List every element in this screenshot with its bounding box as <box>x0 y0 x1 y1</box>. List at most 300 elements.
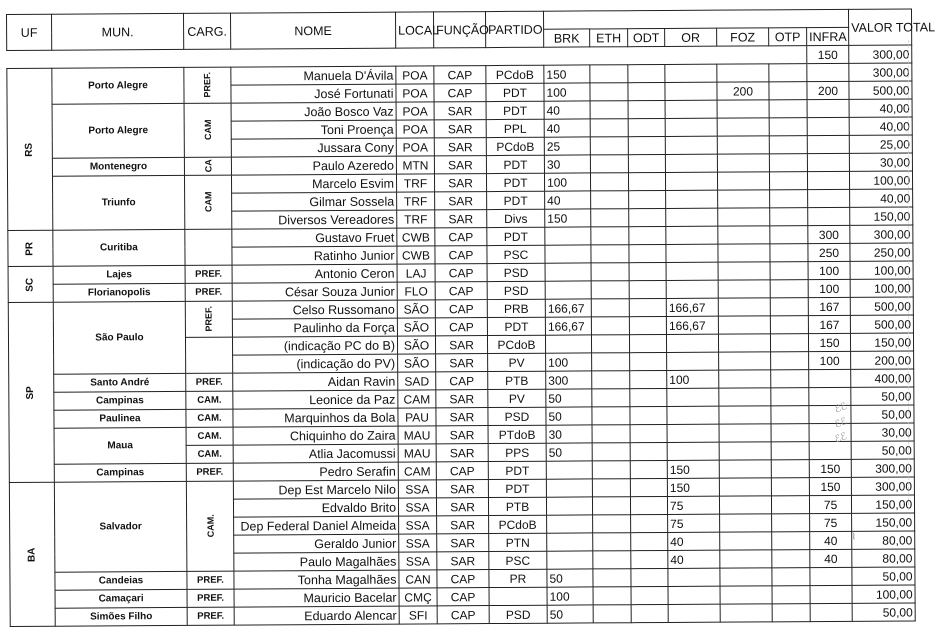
cell-funcao: SAR <box>436 480 488 498</box>
cell-infra <box>808 189 850 207</box>
cell-valor: 80,00 <box>852 549 915 567</box>
cell-foz <box>719 424 771 442</box>
cell-odt <box>629 334 666 352</box>
cell-otp <box>770 280 808 298</box>
cell-brk <box>545 281 591 299</box>
cell-foz <box>719 406 771 424</box>
cell-brk: 50 <box>546 443 592 461</box>
cell-brk: 100 <box>546 353 592 371</box>
cell-nome: (indicação do PV) <box>233 354 398 373</box>
cell-or: 150 <box>667 478 719 496</box>
cell-partido <box>489 587 547 605</box>
state-cell <box>8 266 53 302</box>
cell-brk <box>545 263 591 281</box>
cell-nome: (indicação PC do B) <box>232 336 397 355</box>
cell-odt <box>631 568 668 586</box>
cell-funcao: CAP <box>435 300 487 318</box>
cell-eth <box>593 551 631 569</box>
cell-otp <box>771 388 809 406</box>
cell-valor: 50,00 <box>851 405 914 423</box>
cell-brk <box>545 227 591 245</box>
cell-nome: Pedro Serafin <box>233 462 398 481</box>
header-partido: PARTIDO <box>485 11 543 47</box>
cell-foz <box>718 316 770 334</box>
cell-partido: PR <box>489 569 547 587</box>
cell-or <box>668 604 720 622</box>
cell-nome: Eduardo Alencar <box>234 606 399 625</box>
cell-partido: PV <box>488 353 546 371</box>
cell-otp <box>770 334 808 352</box>
top-infra: 150 <box>807 45 849 63</box>
cell-local: CAM <box>398 390 436 408</box>
cell-infra <box>807 117 849 135</box>
header-uf: UF <box>7 14 52 50</box>
cell-funcao: CAP <box>436 462 488 480</box>
cell-local: POA <box>396 102 434 120</box>
cell-brk <box>545 245 591 263</box>
municipality-cell: Paulinea <box>54 409 186 428</box>
cell-local: POA <box>396 84 434 102</box>
cell-otp <box>769 136 807 154</box>
state-label: SC <box>24 277 36 292</box>
cell-infra: 250 <box>808 243 850 261</box>
position-cell: PREF. <box>187 607 234 625</box>
cell-valor: 200,00 <box>851 351 914 369</box>
cell-nome: Paulo Azeredo <box>231 156 396 175</box>
cell-partido: PTN <box>489 533 547 551</box>
cell-foz <box>719 442 771 460</box>
cell-partido: PTdoB <box>488 425 546 443</box>
cell-eth <box>592 425 630 443</box>
cell-funcao: SAR <box>436 498 488 516</box>
cell-brk: 30 <box>546 425 592 443</box>
cell-infra <box>809 369 851 387</box>
cell-otp <box>769 100 807 118</box>
cell-brk: 50 <box>546 407 592 425</box>
cell-valor: 30,00 <box>851 423 914 441</box>
position-cell <box>184 157 231 175</box>
cell-local: POA <box>396 138 434 156</box>
cell-partido: PDT <box>487 317 545 335</box>
cell-brk: 150 <box>544 65 590 83</box>
header-eth: ETH <box>590 29 628 47</box>
cell-eth <box>591 227 629 245</box>
cell-foz <box>719 388 771 406</box>
cell-otp <box>771 478 809 496</box>
cell-brk: 40 <box>544 119 590 137</box>
cell-valor: 100,00 <box>850 279 913 297</box>
cell-funcao: SAR <box>435 192 487 210</box>
cell-local: MTN <box>396 156 434 174</box>
contributions-table <box>6 8 936 627</box>
initials-mark: ℰℰ <box>833 401 849 416</box>
cell-funcao: CAP <box>435 228 487 246</box>
cell-foz <box>720 514 772 532</box>
cell-valor: 30,00 <box>849 153 912 171</box>
cell-odt <box>630 496 667 514</box>
cell-local: FLO <box>397 282 435 300</box>
cell-funcao: CAP <box>437 588 489 606</box>
cell-foz <box>720 568 772 586</box>
cell-nome: Tonha Magalhães <box>234 570 399 589</box>
cell-local: SSA <box>399 516 437 534</box>
cell-funcao: SAR <box>434 156 486 174</box>
cell-odt <box>628 136 665 154</box>
cell-partido: PCdoB <box>489 515 547 533</box>
cell-local: TRF <box>396 174 434 192</box>
cell-infra: 300 <box>808 225 850 243</box>
cell-otp <box>770 262 808 280</box>
cell-nome: Toni Proença <box>231 120 396 139</box>
cell-nome: Atlia Jacomussi <box>233 444 398 463</box>
cell-or <box>666 208 718 226</box>
state-label: RS <box>23 142 35 157</box>
cell-partido: PDT <box>486 83 544 101</box>
cell-infra: 100 <box>809 351 851 369</box>
document-scan <box>6 8 936 623</box>
cell-funcao: SAR <box>434 174 486 192</box>
cell-nome: José Fortunati <box>231 84 396 103</box>
cell-partido: PPS <box>488 443 546 461</box>
cell-partido: PSD <box>487 263 545 281</box>
header-mun: MUN. <box>52 13 184 50</box>
cell-partido: PDT <box>488 479 546 497</box>
cell-otp <box>771 460 809 478</box>
header-local: LOCAL <box>395 12 433 48</box>
cell-valor: 50,00 <box>852 603 915 621</box>
cell-infra <box>807 135 849 153</box>
cell-or: 75 <box>667 496 719 514</box>
cell-infra: 167 <box>808 315 850 333</box>
cell-otp <box>770 244 808 262</box>
cell-foz <box>718 226 770 244</box>
cell-brk <box>547 533 593 551</box>
position-label: CAM <box>202 119 213 141</box>
cell-foz <box>717 172 769 190</box>
cell-brk: 300 <box>546 371 592 389</box>
initials-mark: ℰℰ <box>833 416 849 431</box>
cell-foz <box>718 280 770 298</box>
cell-or <box>665 64 717 82</box>
cell-local: TRF <box>397 192 435 210</box>
cell-valor: 150,00 <box>852 495 915 513</box>
cell-foz <box>719 496 771 514</box>
cell-funcao: SAR <box>435 210 487 228</box>
position-cell: PREF. <box>185 265 232 283</box>
cell-nome: Antonio Ceron <box>232 264 397 283</box>
position-cell: PREF. <box>186 373 233 391</box>
cell-eth <box>593 587 631 605</box>
cell-infra <box>808 207 850 225</box>
position-cell: CAM. <box>186 445 233 463</box>
cell-odt <box>629 208 666 226</box>
cell-eth <box>593 515 631 533</box>
state-label: BA <box>26 547 38 562</box>
cell-local: LAJ <box>397 264 435 282</box>
cell-local: SAD <box>398 372 436 390</box>
cell-odt <box>630 352 667 370</box>
cell-odt <box>630 442 667 460</box>
cell-valor: 100,00 <box>852 585 915 603</box>
municipality-cell: Curitiba <box>53 229 185 266</box>
cell-funcao: SAR <box>437 534 489 552</box>
cell-valor: 100,00 <box>850 171 913 189</box>
cell-or: 75 <box>668 514 720 532</box>
cell-valor: 400,00 <box>851 369 914 387</box>
cell-eth <box>592 497 630 515</box>
municipality-cell: Florianopolis <box>53 283 185 302</box>
cell-foz <box>718 244 770 262</box>
cell-brk: 30 <box>544 155 590 173</box>
cell-infra <box>807 171 849 189</box>
cell-valor: 300,00 <box>851 477 914 495</box>
cell-infra: 200 <box>807 81 849 99</box>
position-cell <box>186 481 234 571</box>
cell-or: 40 <box>668 532 720 550</box>
cell-local: SSA <box>399 552 437 570</box>
cell-partido: PSD <box>488 407 546 425</box>
cell-partido: PTB <box>488 497 546 515</box>
cell-nome: Marcelo Esvim <box>231 174 396 193</box>
cell-valor: 50,00 <box>852 567 915 585</box>
cell-partido: PSC <box>487 245 545 263</box>
cell-funcao: SAR <box>437 552 489 570</box>
cell-odt <box>629 244 666 262</box>
cell-eth <box>593 605 631 623</box>
cell-brk <box>547 515 593 533</box>
cell-or <box>666 244 718 262</box>
cell-local: POA <box>396 120 434 138</box>
cell-funcao: CAP <box>436 372 488 390</box>
cell-brk: 100 <box>544 173 590 191</box>
municipality-cell: Campinas <box>54 463 186 482</box>
cell-or <box>665 118 717 136</box>
header-or: OR <box>665 28 717 46</box>
cell-brk: 50 <box>547 569 593 587</box>
pen-mark: ~ <box>845 530 863 542</box>
cell-foz <box>718 298 770 316</box>
cell-partido: PTB <box>488 371 546 389</box>
position-cell: PREF. <box>187 571 234 589</box>
cell-local: CMÇ <box>399 588 437 606</box>
cell-nome: Paulo Magalhães <box>234 552 399 571</box>
cell-infra: 150 <box>808 333 850 351</box>
cell-nome: Mauricio Bacelar <box>234 588 399 607</box>
municipality-cell: Salvador <box>54 481 187 572</box>
cell-infra <box>810 567 852 585</box>
cell-eth <box>591 281 629 299</box>
cell-or <box>667 352 719 370</box>
cell-valor: 40,00 <box>850 189 913 207</box>
cell-otp <box>770 190 808 208</box>
cell-partido: PDT <box>486 101 544 119</box>
cell-odt <box>629 190 666 208</box>
cell-brk: 150 <box>545 209 591 227</box>
state-cell <box>8 230 53 266</box>
header-brk: BRK <box>544 29 590 47</box>
cell-partido: PSD <box>487 281 545 299</box>
cell-valor: 500,00 <box>850 315 913 333</box>
cell-otp <box>770 316 808 334</box>
position-label: CA <box>202 159 213 173</box>
cell-otp <box>772 586 810 604</box>
position-cell <box>185 337 232 373</box>
municipality-cell: Camaçari <box>55 589 187 608</box>
municipality-cell: Porto Alegre <box>52 67 184 104</box>
cell-valor: 40,00 <box>849 117 912 135</box>
cell-foz <box>720 586 772 604</box>
cell-otp <box>769 154 807 172</box>
position-cell: CAM. <box>186 391 233 409</box>
header-foz: FOZ <box>717 28 769 46</box>
header-blank <box>543 9 848 29</box>
position-cell <box>184 67 231 103</box>
cell-odt <box>631 586 668 604</box>
cell-nome: César Souza Junior <box>232 282 397 301</box>
cell-foz <box>719 460 771 478</box>
header-carg: CARG. <box>183 13 230 49</box>
cell-infra: 40 <box>810 531 852 549</box>
state-label: PR <box>24 241 36 256</box>
cell-brk: 25 <box>544 137 590 155</box>
cell-or: 150 <box>667 460 719 478</box>
cell-partido: PDT <box>487 227 545 245</box>
position-cell: PREF. <box>186 463 233 481</box>
cell-eth <box>592 389 630 407</box>
cell-or <box>666 262 718 280</box>
cell-infra: 100 <box>808 279 850 297</box>
cell-or <box>667 424 719 442</box>
cell-local: TRF <box>397 210 435 228</box>
cell-local: SÃO <box>397 300 435 318</box>
cell-or <box>666 190 718 208</box>
cell-infra <box>810 603 852 621</box>
cell-local: MAU <box>398 426 436 444</box>
cell-foz <box>720 550 772 568</box>
cell-infra <box>807 99 849 117</box>
cell-local: SSA <box>399 534 437 552</box>
cell-funcao: SAR <box>434 120 486 138</box>
cell-infra: 100 <box>808 261 850 279</box>
cell-otp <box>770 226 808 244</box>
cell-valor: 100,00 <box>850 261 913 279</box>
cell-otp <box>772 604 810 622</box>
cell-brk: 40 <box>544 101 590 119</box>
cell-brk: 166,67 <box>545 317 591 335</box>
cell-local: SÃO <box>397 318 435 336</box>
cell-funcao: SAR <box>436 444 488 462</box>
cell-otp <box>771 406 809 424</box>
cell-partido: PRB <box>487 299 545 317</box>
cell-foz <box>717 136 769 154</box>
cell-funcao: CAP <box>435 318 487 336</box>
cell-nome: Manuela D'Ávila <box>231 66 396 85</box>
cell-local: MAU <box>398 444 436 462</box>
cell-odt <box>630 478 667 496</box>
cell-valor: 150,00 <box>852 513 915 531</box>
cell-partido: PCdoB <box>486 137 544 155</box>
municipality-cell: Santo André <box>54 373 186 392</box>
cell-otp <box>771 442 809 460</box>
cell-brk: 50 <box>546 389 592 407</box>
cell-funcao: SAR <box>434 102 486 120</box>
cell-valor: 500,00 <box>849 81 912 99</box>
cell-brk <box>546 497 592 515</box>
cell-nome: Leonice da Paz <box>233 390 398 409</box>
cell-nome: Geraldo Junior <box>234 534 399 553</box>
state-label: SP <box>25 385 37 400</box>
municipality-cell: Campinas <box>54 391 186 410</box>
cell-infra: 150 <box>809 459 851 477</box>
municipality-cell: São Paulo <box>53 301 185 374</box>
cell-funcao: SAR <box>436 408 488 426</box>
cell-eth <box>591 299 629 317</box>
cell-funcao: SAR <box>435 336 487 354</box>
municipality-cell: Montenegro <box>52 157 184 176</box>
cell-otp <box>771 370 809 388</box>
cell-foz: 200 <box>717 82 769 100</box>
cell-partido: PSD <box>489 605 547 623</box>
cell-odt <box>628 154 665 172</box>
position-cell: CAM. <box>186 427 233 445</box>
cell-local: SSA <box>398 498 436 516</box>
cell-or <box>666 280 718 298</box>
cell-nome: Marquinhos da Bola <box>233 408 398 427</box>
cell-nome: Gilmar Sossela <box>232 192 397 211</box>
header-otp: OTP <box>769 28 807 46</box>
cell-otp <box>769 64 807 82</box>
cell-partido: PDT <box>486 155 544 173</box>
cell-odt <box>631 514 668 532</box>
cell-odt <box>630 460 667 478</box>
cell-or <box>668 568 720 586</box>
cell-eth <box>592 371 630 389</box>
cell-odt <box>629 298 666 316</box>
cell-eth <box>591 263 629 281</box>
cell-valor: 25,00 <box>849 135 912 153</box>
cell-eth <box>592 353 630 371</box>
cell-funcao: CAP <box>435 282 487 300</box>
cell-eth <box>590 83 628 101</box>
cell-eth <box>592 443 630 461</box>
cell-or <box>667 442 719 460</box>
cell-local: CAM <box>398 462 436 480</box>
position-cell: CAM. <box>186 409 233 427</box>
cell-nome: Celso Russomano <box>232 300 397 319</box>
cell-foz <box>717 100 769 118</box>
cell-odt <box>628 100 665 118</box>
cell-brk: 40 <box>545 191 591 209</box>
page-edge <box>908 40 923 510</box>
cell-valor: 150,00 <box>850 207 913 225</box>
cell-local: CWB <box>397 246 435 264</box>
cell-foz <box>719 478 771 496</box>
municipality-cell: Triunfo <box>52 175 184 230</box>
cell-valor: 50,00 <box>851 387 914 405</box>
position-label: PREF. <box>203 305 214 332</box>
cell-otp <box>771 424 809 442</box>
cell-foz <box>718 334 770 352</box>
cell-otp <box>771 352 809 370</box>
cell-odt <box>631 532 668 550</box>
cell-funcao: SAR <box>436 354 488 372</box>
header-funcao: FUNÇÃO <box>433 12 485 48</box>
cell-valor: 250,00 <box>850 243 913 261</box>
position-label: CAM. <box>205 514 216 538</box>
cell-infra: 40 <box>810 549 852 567</box>
cell-odt <box>630 370 667 388</box>
cell-otp <box>769 118 807 136</box>
